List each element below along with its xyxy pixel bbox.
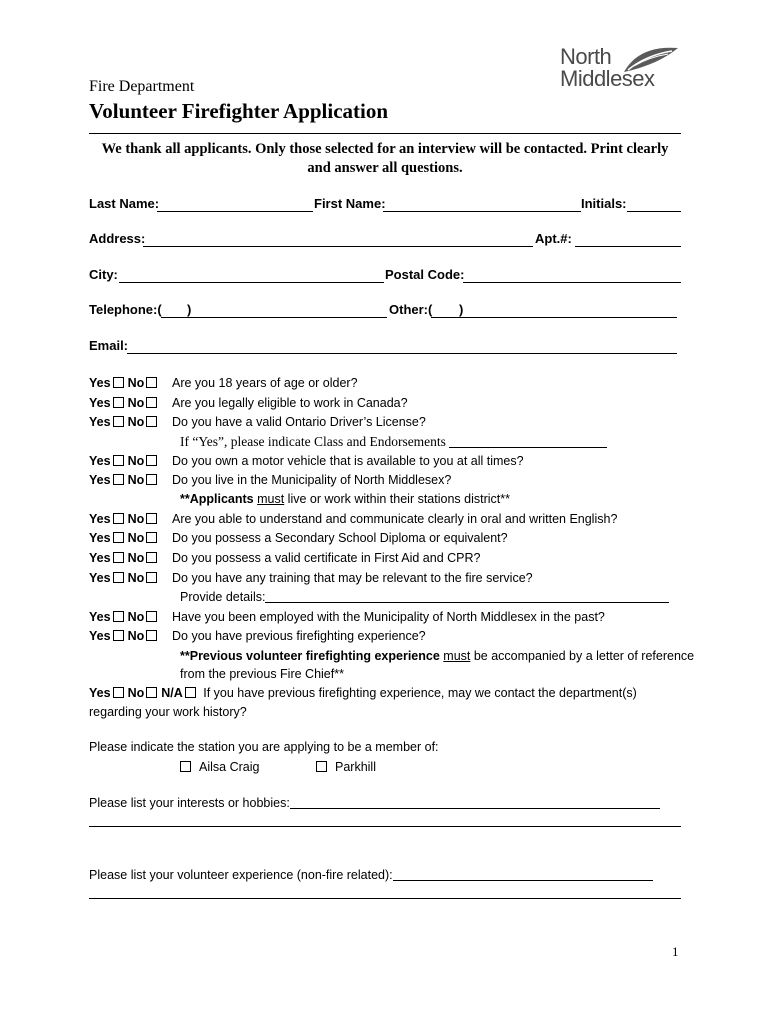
north-middlesex-logo xyxy=(560,44,685,100)
na-checkbox[interactable] xyxy=(185,687,196,698)
question-text: Have you been employed with the Municipality of North Middlesex in the past? xyxy=(172,610,605,624)
question-row xyxy=(89,629,426,643)
question-text: Do you have a valid Ontario Driver’s License? xyxy=(172,415,426,429)
other-phone-label: Other:( xyxy=(389,302,433,317)
question-row xyxy=(89,512,618,526)
initials-field[interactable] xyxy=(627,211,681,212)
form-title: Volunteer Firefighter Application xyxy=(89,99,389,123)
provide-details-field[interactable] xyxy=(265,590,669,603)
email-label: Email: xyxy=(89,338,129,353)
email-row xyxy=(89,338,681,356)
question-text: Are you legally eligible to work in Canada? xyxy=(172,396,408,410)
email-field[interactable] xyxy=(127,353,677,354)
volunteer-field-line2[interactable] xyxy=(89,898,681,899)
no-label: No xyxy=(127,686,145,700)
yes-checkbox[interactable] xyxy=(113,513,124,524)
note-text: live or work within their stations district** xyxy=(284,492,510,506)
yes-label: Yes xyxy=(89,396,111,410)
question-text: Are you able to understand and communicate clearly in oral and written English? xyxy=(172,512,618,526)
apt-field[interactable] xyxy=(575,246,681,247)
no-label: No xyxy=(127,396,145,410)
volunteer-label: Please list your volunteer experience (non-fire related): xyxy=(89,868,393,882)
question-row xyxy=(89,396,408,410)
no-label: No xyxy=(127,415,145,429)
yes-checkbox[interactable] xyxy=(113,532,124,543)
yes-checkbox[interactable] xyxy=(113,397,124,408)
telephone-label: Telephone:( xyxy=(89,302,162,317)
no-label: No xyxy=(127,376,145,390)
no-checkbox[interactable] xyxy=(146,552,157,563)
first-name-label: First Name: xyxy=(314,196,386,211)
department-label: Fire Department xyxy=(89,78,195,95)
no-label: No xyxy=(127,454,145,468)
license-class-text: If “Yes”, please indicate Class and Endorsements xyxy=(180,434,446,449)
question-row xyxy=(89,531,508,545)
yes-checkbox[interactable] xyxy=(113,611,124,622)
parkhill-checkbox[interactable] xyxy=(316,761,327,772)
no-label: No xyxy=(127,610,145,624)
volunteer-row xyxy=(89,868,653,882)
initials-label: Initials: xyxy=(581,196,627,211)
telephone-paren-close: ) xyxy=(187,302,192,317)
parkhill-label: Parkhill xyxy=(335,760,376,774)
no-checkbox[interactable] xyxy=(146,630,157,641)
no-checkbox[interactable] xyxy=(146,513,157,524)
question-text: Are you 18 years of age or older? xyxy=(172,376,358,390)
question-row xyxy=(89,473,452,487)
no-checkbox[interactable] xyxy=(146,377,157,388)
yes-checkbox[interactable] xyxy=(113,416,124,427)
station-option-ailsa-craig[interactable] xyxy=(180,760,259,774)
address-field[interactable] xyxy=(143,246,533,247)
work-history-line xyxy=(89,705,247,719)
previous-experience-note-line2 xyxy=(180,667,344,681)
ailsa-craig-checkbox[interactable] xyxy=(180,761,191,772)
no-checkbox[interactable] xyxy=(146,532,157,543)
live-work-note xyxy=(180,492,510,506)
no-checkbox[interactable] xyxy=(146,572,157,583)
question-text: Do you possess a valid certificate in First Aid and CPR? xyxy=(172,551,481,565)
header-rule xyxy=(89,133,681,134)
question-text: Do you live in the Municipality of North Middlesex? xyxy=(172,473,452,487)
note-text: regarding your work history? xyxy=(89,705,247,719)
no-checkbox[interactable] xyxy=(146,397,157,408)
address-row xyxy=(89,231,681,249)
other-phone-field[interactable] xyxy=(431,317,677,318)
yes-checkbox[interactable] xyxy=(113,552,124,563)
note-emphasis: must xyxy=(443,649,471,663)
address-label: Address: xyxy=(89,231,146,246)
interests-row xyxy=(89,796,660,810)
yes-label: Yes xyxy=(89,610,111,624)
license-class-field[interactable] xyxy=(449,435,607,448)
no-checkbox[interactable] xyxy=(146,474,157,485)
interests-field-line2[interactable] xyxy=(89,826,681,827)
question-text: Do you own a motor vehicle that is available to you at all times? xyxy=(172,454,524,468)
no-label: No xyxy=(127,629,145,643)
yes-checkbox[interactable] xyxy=(113,474,124,485)
note-text: **Applicants xyxy=(180,492,258,506)
note-text: **Previous volunteer firefighting experience xyxy=(180,649,444,663)
question-text: Do you possess a Secondary School Diploma or equivalent? xyxy=(172,531,508,545)
no-label: No xyxy=(127,551,145,565)
question-row xyxy=(89,610,605,624)
no-label: No xyxy=(127,473,145,487)
telephone-row xyxy=(89,302,681,320)
yes-label: Yes xyxy=(89,551,111,565)
last-name-label: Last Name: xyxy=(89,196,160,211)
no-checkbox[interactable] xyxy=(146,687,157,698)
yes-label: Yes xyxy=(89,512,111,526)
question-row xyxy=(89,551,481,565)
yes-label: Yes xyxy=(89,415,111,429)
name-row xyxy=(89,196,681,214)
city-field[interactable] xyxy=(119,282,384,283)
provide-details-label: Provide details: xyxy=(180,590,266,604)
postal-code-label: Postal Code: xyxy=(385,267,465,282)
question-text: Do you have previous firefighting experience? xyxy=(172,629,426,643)
yes-label: Yes xyxy=(89,571,111,585)
provide-details-note xyxy=(180,590,669,604)
apt-label: Apt.#: xyxy=(535,231,572,246)
question-row xyxy=(89,686,637,700)
no-label: No xyxy=(127,531,145,545)
question-row xyxy=(89,376,358,390)
yes-checkbox[interactable] xyxy=(113,630,124,641)
no-checkbox[interactable] xyxy=(146,416,157,427)
first-name-field[interactable] xyxy=(383,211,581,212)
interests-label: Please list your interests or hobbies: xyxy=(89,796,290,810)
volunteer-field[interactable] xyxy=(393,868,653,881)
yes-label: Yes xyxy=(89,376,111,390)
page-number: 1 xyxy=(672,944,679,959)
interests-field[interactable] xyxy=(290,796,660,809)
other-paren-close: ) xyxy=(459,302,464,317)
station-option-parkhill[interactable] xyxy=(316,760,376,774)
yes-label: Yes xyxy=(89,531,111,545)
no-label: No xyxy=(127,512,145,526)
question-text: Do you have any training that may be relevant to the fire service? xyxy=(172,571,533,585)
question-row xyxy=(89,571,533,585)
yes-label: Yes xyxy=(89,454,111,468)
yes-label: Yes xyxy=(89,686,111,700)
yes-checkbox[interactable] xyxy=(113,377,124,388)
yes-checkbox[interactable] xyxy=(113,687,124,698)
question-row xyxy=(89,415,426,429)
note-emphasis: must xyxy=(257,492,285,506)
ailsa-craig-label: Ailsa Craig xyxy=(199,760,260,774)
yes-checkbox[interactable] xyxy=(113,455,124,466)
last-name-field[interactable] xyxy=(157,211,313,212)
postal-code-field[interactable] xyxy=(463,282,681,283)
logo-text-middlesex: Middlesex xyxy=(560,66,655,91)
city-row xyxy=(89,267,681,285)
leaf-icon xyxy=(622,44,682,74)
previous-experience-note xyxy=(180,649,694,663)
city-label: City: xyxy=(89,267,118,282)
license-class-note xyxy=(180,434,607,450)
station-prompt: Please indicate the station you are applying to be a member of: xyxy=(89,740,439,754)
no-label: No xyxy=(127,571,145,585)
telephone-field[interactable] xyxy=(161,317,387,318)
no-checkbox[interactable] xyxy=(146,611,157,622)
yes-label: Yes xyxy=(89,473,111,487)
no-checkbox[interactable] xyxy=(146,455,157,466)
note-text: be accompanied by a letter of reference xyxy=(470,649,695,663)
logo-text-north: North xyxy=(560,44,612,69)
yes-checkbox[interactable] xyxy=(113,572,124,583)
yes-label: Yes xyxy=(89,629,111,643)
note-text: from the previous Fire Chief** xyxy=(180,667,344,681)
intro-text: We thank all applicants. Only those selected for an interview will be contacted. Print clearly and answer all questions. xyxy=(101,141,669,176)
na-label: N/A xyxy=(161,686,183,700)
question-text: If you have previous firefighting experience, may we contact the department(s) xyxy=(203,686,637,700)
question-row xyxy=(89,454,524,468)
